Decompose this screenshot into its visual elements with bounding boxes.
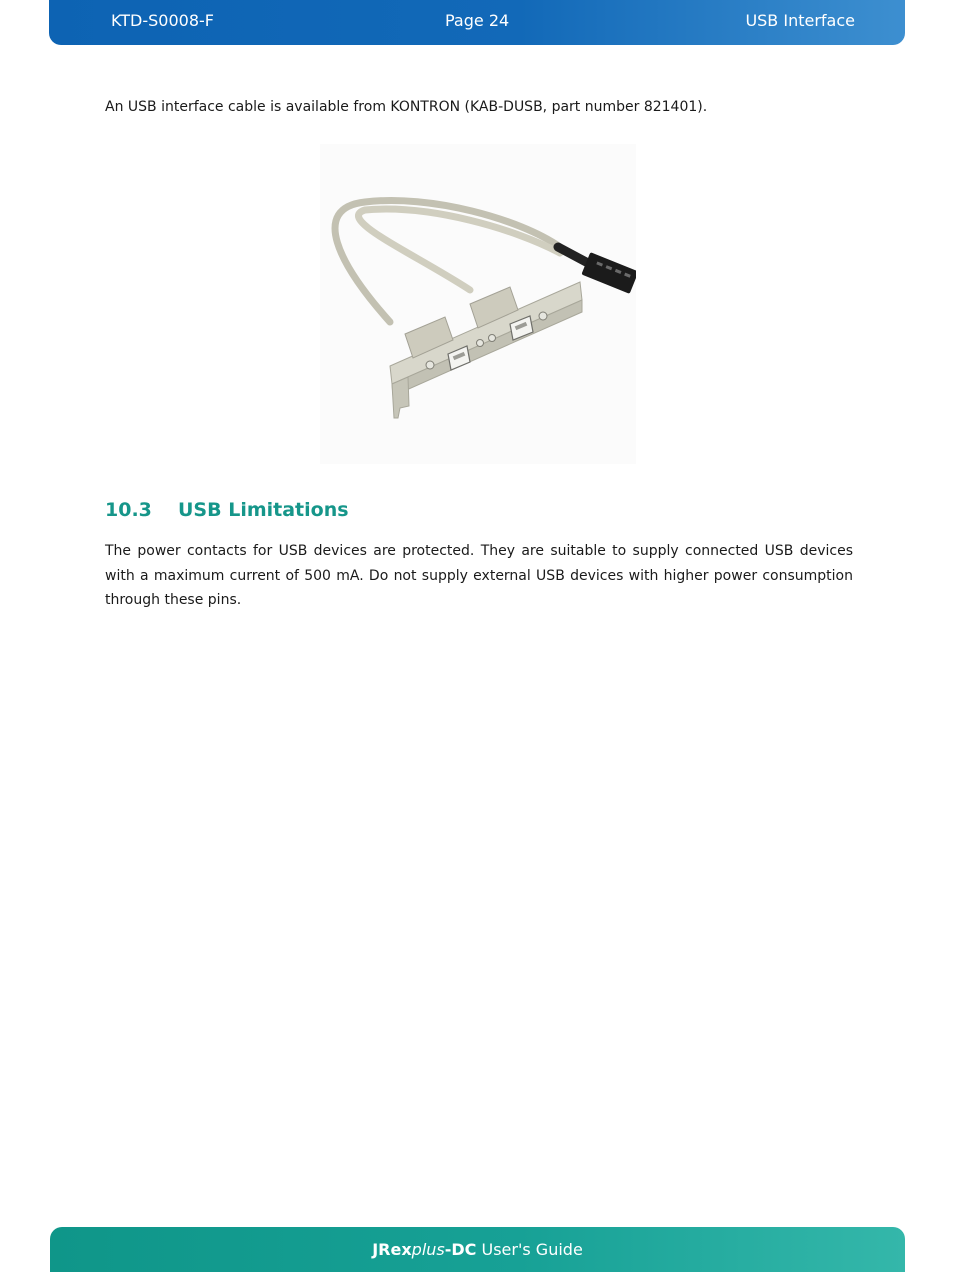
usb-cable-figure bbox=[320, 144, 636, 464]
chapter-title: USB Interface bbox=[745, 11, 855, 30]
page-footer bbox=[50, 1227, 905, 1272]
intro-paragraph: An USB interface cable is available from KONTRON (KAB-DUSB, part number 821401). bbox=[105, 99, 708, 115]
document-id: KTD-S0008-F bbox=[111, 11, 214, 30]
section-heading bbox=[105, 499, 349, 521]
usb-bracket-cable-photo-icon bbox=[320, 144, 636, 464]
page-header bbox=[49, 0, 905, 45]
section-body: The power contacts for USB devices are protected. They are suitable to supply connected USB devices with a maximum current of 500 mA. Do not supply external USB devices with higher power consumption through these pins. bbox=[105, 543, 853, 608]
footer-title bbox=[372, 1240, 583, 1259]
product-variant: plus bbox=[411, 1240, 445, 1259]
page-number: Page 24 bbox=[445, 11, 510, 30]
section-number: 10.3 bbox=[105, 499, 152, 521]
product-name: JRex bbox=[372, 1240, 412, 1259]
section-title: USB Limitations bbox=[178, 499, 349, 521]
guide-label: User's Guide bbox=[476, 1240, 583, 1259]
product-suffix: -DC bbox=[444, 1240, 477, 1259]
